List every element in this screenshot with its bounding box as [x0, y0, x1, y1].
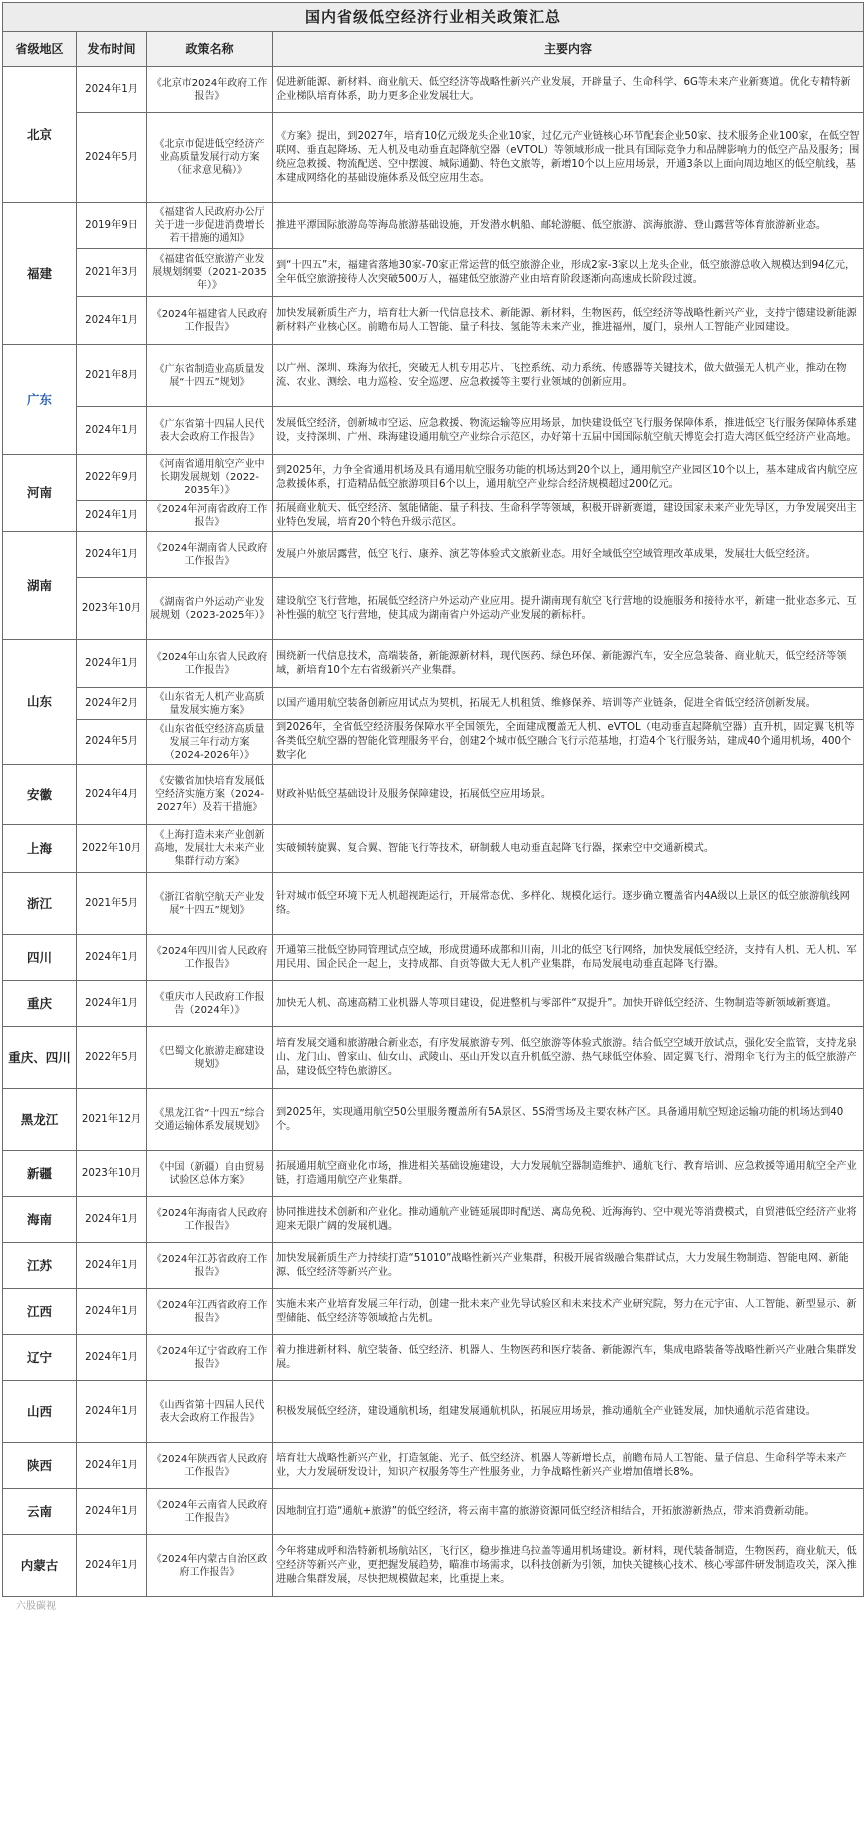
table-row	[3, 1089, 864, 1151]
content-cell: 到2025年，实现通用航空50公里服务覆盖所有5A景区、5S滑雪场及主要农林产区。具备通用航空短途运输功能的机场达到40个。	[273, 1089, 864, 1151]
date-cell: 2024年5月	[77, 113, 147, 203]
region-cell: 福建	[3, 203, 77, 345]
policy-name-cell: 《黑龙江省“十四五”综合交通运输体系发展规划》	[147, 1089, 273, 1151]
date-cell: 2024年1月	[77, 981, 147, 1027]
policy-name-cell: 《北京市促进低空经济产业高质量发展行动方案（征求意见稿）》	[147, 113, 273, 203]
table-row	[3, 825, 864, 873]
date-cell: 2024年1月	[77, 1289, 147, 1335]
date-cell: 2024年1月	[77, 1335, 147, 1381]
content-cell: 针对城市低空环境下无人机超视距运行，开展常态优、多样化、规模化运行。逐步确立覆盖省内4A级以上景区的低空旅游航线网络。	[273, 873, 864, 935]
content-cell: 建设航空飞行营地，拓展低空经济户外运动产业应用。提升湖南现有航空飞行营地的设施服务和接待水平，新建一批业态多元、互补性强的航空飞行营地，使其成为湖南省户外运动产业发展的新标杆。	[273, 578, 864, 640]
policy-name-cell: 《巴蜀文化旅游走廊建设规划》	[147, 1027, 273, 1089]
table-row	[3, 501, 864, 532]
content-cell: 因地制宜打造“通航+旅游”的低空经济，将云南丰富的旅游资源同低空经济相结合，开拓旅游新热点，带来消费新动能。	[273, 1489, 864, 1535]
content-cell: 培育发展交通和旅游融合新业态，有序发展旅游专列、低空旅游等体验式旅游。结合低空空域开放试点，强化安全监管，支持龙泉山、龙门山、曾家山、仙女山、武陵山、巫山开发以直升机低空游、热气球低空体验、固定翼飞行、滑翔伞飞行为主的低空旅游产品，建设低空特色旅游区。	[273, 1027, 864, 1089]
region-cell: 广东	[3, 345, 77, 455]
content-cell: 发展低空经济，创新城市空运、应急救援、物流运输等应用场景，加快建设低空飞行服务保障体系，推进低空飞行服务保障体系建设，支持深圳、广州、珠海建设通用航空产业综合示范区，办好第十五届中国国际航空航天博览会打造大湾区低空经济产业高地。	[273, 407, 864, 455]
policy-name-cell: 《山西省第十四届人民代表大会政府工作报告》	[147, 1381, 273, 1443]
policy-name-cell: 《河南省通用航空产业中长期发展规划（2022-2035年）》	[147, 455, 273, 501]
content-cell: 拓展通用航空商业化市场，推进相关基础设施建设，大力发展航空器制造维护、通航飞行、教育培训、应急救援等通用航空全产业链，打造通用航空产业集群。	[273, 1151, 864, 1197]
table-row	[3, 1335, 864, 1381]
date-cell: 2021年12月	[77, 1089, 147, 1151]
region-cell: 黑龙江	[3, 1089, 77, 1151]
table-row	[3, 1443, 864, 1489]
region-cell: 云南	[3, 1489, 77, 1535]
content-cell: 到2026年，全省低空经济服务保障水平全国领先，全面建成覆盖无人机、eVTOL（电动垂直起降航空器）直升机，固定翼飞机等各类低空航空器的智能化管理服务平台，创建2个城市低空融合飞行示范基地，打造4个飞行服务站，建成40个通用机场，400个数字化	[273, 720, 864, 765]
date-cell: 2023年10月	[77, 1151, 147, 1197]
date-cell: 2024年1月	[77, 1197, 147, 1243]
table-row	[3, 688, 864, 720]
date-cell: 2022年10月	[77, 825, 147, 873]
date-cell: 2024年1月	[77, 1535, 147, 1597]
policy-name-cell: 《中国（新疆）自由贸易试验区总体方案》	[147, 1151, 273, 1197]
table-row	[3, 1151, 864, 1197]
date-cell: 2024年1月	[77, 67, 147, 113]
content-cell: 培育壮大战略性新兴产业，打造氢能、光子、低空经济、机器人等新增长点，前瞻布局人工智能、量子信息、生命科学等未来产业，大力发展研发设计，知识产权服务等生产性服务业，力争战略性新兴产业增加值增长8%。	[273, 1443, 864, 1489]
region-cell: 山西	[3, 1381, 77, 1443]
date-cell: 2024年2月	[77, 688, 147, 720]
policy-name-cell: 《2024年四川省人民政府工作报告》	[147, 935, 273, 981]
content-cell: 实施未来产业培育发展三年行动，创建一批未来产业先导试验区和未来技术产业研究院，努力在元宇宙、人工智能、新型显示、新型储能、低空经济等领域抢占先机。	[273, 1289, 864, 1335]
policy-name-cell: 《2024年湖南省人民政府工作报告》	[147, 532, 273, 578]
table-row	[3, 1489, 864, 1535]
region-cell: 安徽	[3, 765, 77, 825]
header-region: 省级地区	[3, 32, 77, 67]
table-row	[3, 765, 864, 825]
date-cell: 2024年1月	[77, 501, 147, 532]
table-row	[3, 1243, 864, 1289]
table-row	[3, 113, 864, 203]
policy-name-cell: 《山东省无人机产业高质量发展实施方案》	[147, 688, 273, 720]
policy-name-cell: 《2024年江苏省政府工作报告》	[147, 1243, 273, 1289]
content-cell: 协同推进技术创新和产业化。推动通航产业链延展即时配送、离岛免税、近海海钓、空中观光等消费模式，自贸港低空经济产业将迎来无限广阔的发展机遇。	[273, 1197, 864, 1243]
date-cell: 2024年4月	[77, 765, 147, 825]
date-cell: 2024年1月	[77, 1489, 147, 1535]
date-cell: 2024年1月	[77, 935, 147, 981]
content-cell: 积极发展低空经济，建设通航机场，组建发展通航机队，拓展应用场景，推动通航全产业链发展，加快通航示范省建设。	[273, 1381, 864, 1443]
policy-name-cell: 《2024年海南省人民政府工作报告》	[147, 1197, 273, 1243]
date-cell: 2021年8月	[77, 345, 147, 407]
region-cell: 新疆	[3, 1151, 77, 1197]
content-cell: 推进平潭国际旅游岛等海岛旅游基础设施，开发潜水帆船、邮轮游艇、低空旅游、滨海旅游、登山露营等体育旅游新业态。	[273, 203, 864, 249]
policy-name-cell: 《重庆市人民政府工作报告（2024年）》	[147, 981, 273, 1027]
table-row	[3, 297, 864, 345]
region-cell: 江苏	[3, 1243, 77, 1289]
policy-document	[2, 2, 863, 1615]
region-cell: 海南	[3, 1197, 77, 1243]
region-cell: 上海	[3, 825, 77, 873]
policy-name-cell: 《2024年陕西省人民政府工作报告》	[147, 1443, 273, 1489]
date-cell: 2019年9日	[77, 203, 147, 249]
date-cell: 2024年1月	[77, 1381, 147, 1443]
content-cell: 实破倾转旋翼、复合翼、智能飞行等技术，研制载人电动垂直起降飞行器，探索空中交通新模式。	[273, 825, 864, 873]
policy-name-cell: 《广东省制造业高质量发展“十四五”规划》	[147, 345, 273, 407]
table-row	[3, 1535, 864, 1597]
content-cell: 加快无人机、高速高精工业机器人等项目建设，促进整机与零部件“双提升”。加快开辟低空经济、生物制造等新领域新赛道。	[273, 981, 864, 1027]
table-row	[3, 640, 864, 688]
table-row	[3, 720, 864, 765]
region-cell: 重庆、四川	[3, 1027, 77, 1089]
policy-name-cell: 《2024年云南省人民政府工作报告》	[147, 1489, 273, 1535]
date-cell: 2024年1月	[77, 532, 147, 578]
policy-name-cell: 《2024年内蒙古自治区政府工作报告》	[147, 1535, 273, 1597]
table-row	[3, 981, 864, 1027]
policy-name-cell: 《2024年辽宁省政府工作报告》	[147, 1335, 273, 1381]
content-cell: 开通第三批低空协同管理试点空域，形成贯通环成都和川南，川北的低空飞行网络，加快发展低空经济，支持有人机、无人机、军用民用、国企民企一起上，支持成都、自贡等做大无人机产业集群，布局发展电动垂直起降飞行器。	[273, 935, 864, 981]
content-cell: 到2025年，力争全省通用机场及具有通用航空服务功能的机场达到20个以上，通用航空产业园区10个以上，基本建成省内航空应急救援体系，打造精品低空旅游项目6个以上，通用航空产业综合经济规模超过200亿元。	[273, 455, 864, 501]
content-cell: 加快发展新质生产力，培育壮大新一代信息技术、新能源、新材料，生物医药，低空经济等战略性新兴产业，支持宁德建设新能源新材料产业核心区。前瞻布局人工智能、量子科技、氢能等未来产业，推进福州，厦门，泉州人工智能产业园建设。	[273, 297, 864, 345]
content-cell: 以广州、深圳、珠海为依托，突破无人机专用芯片、飞控系统、动力系统、传感器等关键技术，做大做强无人机产业，推动在物流、农业、测绘、电力巡检、安全巡逻、应急救援等主要行业领域的创新应用。	[273, 345, 864, 407]
region-cell: 北京	[3, 67, 77, 203]
region-cell: 四川	[3, 935, 77, 981]
policy-name-cell: 《安徽省加快培育发展低空经济实施方案（2024-2027年）及若干措施》	[147, 765, 273, 825]
table-row	[3, 249, 864, 297]
policy-name-cell: 《2024年江西省政府工作报告》	[147, 1289, 273, 1335]
content-cell: 到“十四五”末，福建省落地30家-70家正常运营的低空旅游企业，形成2家-3家以上龙头企业，低空旅游总收入规模达到94亿元，全年低空旅游接待人次突破500万人，福建低空旅游产业由培育阶段逐渐向高速成长阶段过渡。	[273, 249, 864, 297]
table-row	[3, 67, 864, 113]
table-row	[3, 407, 864, 455]
date-cell: 2024年1月	[77, 297, 147, 345]
region-cell: 江西	[3, 1289, 77, 1335]
header-content: 主要内容	[273, 32, 864, 67]
policy-name-cell: 《2024年福建省人民政府工作报告》	[147, 297, 273, 345]
table-row	[3, 345, 864, 407]
date-cell: 2024年5月	[77, 720, 147, 765]
policy-name-cell: 《山东省低空经济高质量发展三年行动方案（2024-2026年）》	[147, 720, 273, 765]
header-date: 发布时间	[77, 32, 147, 67]
content-cell: 着力推进新材料、航空装备、低空经济、机器人、生物医药和医疗装备、新能源汽车，集成电路装备等战略性新兴产业融合集群发展。	[273, 1335, 864, 1381]
table-row	[3, 873, 864, 935]
date-cell: 2023年10月	[77, 578, 147, 640]
policy-name-cell: 《广东省第十四届人民代表大会政府工作报告》	[147, 407, 273, 455]
region-cell: 内蒙古	[3, 1535, 77, 1597]
table-row	[3, 1289, 864, 1335]
table-row	[3, 578, 864, 640]
region-cell: 山东	[3, 640, 77, 765]
table-row	[3, 532, 864, 578]
region-cell: 陕西	[3, 1443, 77, 1489]
policy-name-cell: 《福建省低空旅游产业发展规划纲要（2021-2035年）》	[147, 249, 273, 297]
policy-name-cell: 《福建省人民政府办公厅关于进一步促进消费增长若干措施的通知》	[147, 203, 273, 249]
policy-name-cell: 《湖南省户外运动产业发展规划（2023-2025年）》	[147, 578, 273, 640]
date-cell: 2021年5月	[77, 873, 147, 935]
table-row	[3, 935, 864, 981]
policy-table	[2, 2, 864, 1597]
content-cell: 发展户外旅居露营，低空飞行、康养、演艺等体验式文旅新业态。用好全域低空空域管理改革成果，发展壮大低空经济。	[273, 532, 864, 578]
date-cell: 2021年3月	[77, 249, 147, 297]
date-cell: 2024年1月	[77, 1443, 147, 1489]
date-cell: 2024年1月	[77, 1243, 147, 1289]
region-cell: 辽宁	[3, 1335, 77, 1381]
policy-name-cell: 《2024年河南省政府工作报告》	[147, 501, 273, 532]
policy-name-cell: 《北京市2024年政府工作报告》	[147, 67, 273, 113]
region-cell: 河南	[3, 455, 77, 532]
table-row	[3, 203, 864, 249]
content-cell: 围绕新一代信息技术，高端装备，新能源新材料，现代医药、绿色环保、新能源汽车，安全应急装备、商业航天，低空经济等领域，新培育10个左右省级新兴产业集群。	[273, 640, 864, 688]
region-cell: 湖南	[3, 532, 77, 640]
content-cell: 以国产通用航空装备创新应用试点为契机，拓展无人机租赁、维修保养、培训等产业链条，促进全省低空经济创新发展。	[273, 688, 864, 720]
table-row	[3, 1197, 864, 1243]
header-policy: 政策名称	[147, 32, 273, 67]
policy-name-cell: 《浙江省航空航天产业发展“十四五”规划》	[147, 873, 273, 935]
table-row	[3, 1027, 864, 1089]
date-cell: 2022年9月	[77, 455, 147, 501]
region-cell: 浙江	[3, 873, 77, 935]
region-cell: 重庆	[3, 981, 77, 1027]
table-body	[3, 67, 864, 1597]
table-row	[3, 455, 864, 501]
content-cell: 拓展商业航天、低空经济、氢能储能、量子科技、生命科学等领域，积极开辟新赛道，建设国家未来产业先导区，力争发展突出主业特色发展，培育20个特色升级示范区。	[273, 501, 864, 532]
table-title: 国内省级低空经济行业相关政策汇总	[3, 3, 864, 32]
content-cell: 今年将建成呼和浩特新机场航站区，飞行区，稳步推进乌拉盖等通用机场建设。新材料，现代装备制造，生物医药，商业航天，低空经济等新兴产业，更把握发展趋势，瞄准市场需求，以科技创新为引领，加快关键核心技术、核心零部件研发制造攻关，深入推进融合集群发展，尽快把规模做起来，比重提上来。	[273, 1535, 864, 1597]
date-cell: 2024年1月	[77, 407, 147, 455]
table-row	[3, 1381, 864, 1443]
policy-name-cell: 《上海打造未来产业创新高地，发展壮大未来产业集群行动方案》	[147, 825, 273, 873]
content-cell: 《方案》提出，到2027年，培育10亿元级龙头企业10家，过亿元产业链核心环节配套企业50家、技术服务企业100家，在低空智联网、垂直起降场、无人机及电动垂直起降航空器（eVTOL）等领域形成一批具有国际竞争力和品牌影响力的低空产品及服务；围绕应急救援、物流配送、空中摆渡、城际通勤、特色文旅等，新增10个以上应用场景，开通3条以上面向周边地区的低空航线，基本建成网络化的基础设施体系及低空应用生态。	[273, 113, 864, 203]
policy-name-cell: 《2024年山东省人民政府工作报告》	[147, 640, 273, 688]
content-cell: 促进新能源、新材料、商业航天、低空经济等战略性新兴产业发展，开辟量子、生命科学、6G等未来产业新赛道。优化专精特新企业梯队培育体系，助力更多企业发展壮大。	[273, 67, 864, 113]
date-cell: 2022年5月	[77, 1027, 147, 1089]
content-cell: 财政补贴低空基础设计及服务保障建设，拓展低空应用场景。	[273, 765, 864, 825]
watermark: 六股碳视	[16, 1601, 56, 1612]
content-cell: 加快发展新质生产力持续打造“51010”战略性新兴产业集群，积极开展省级融合集群试点，大力发展生物制造、智能电网、新能源、低空经济等新兴产业。	[273, 1243, 864, 1289]
date-cell: 2024年1月	[77, 640, 147, 688]
